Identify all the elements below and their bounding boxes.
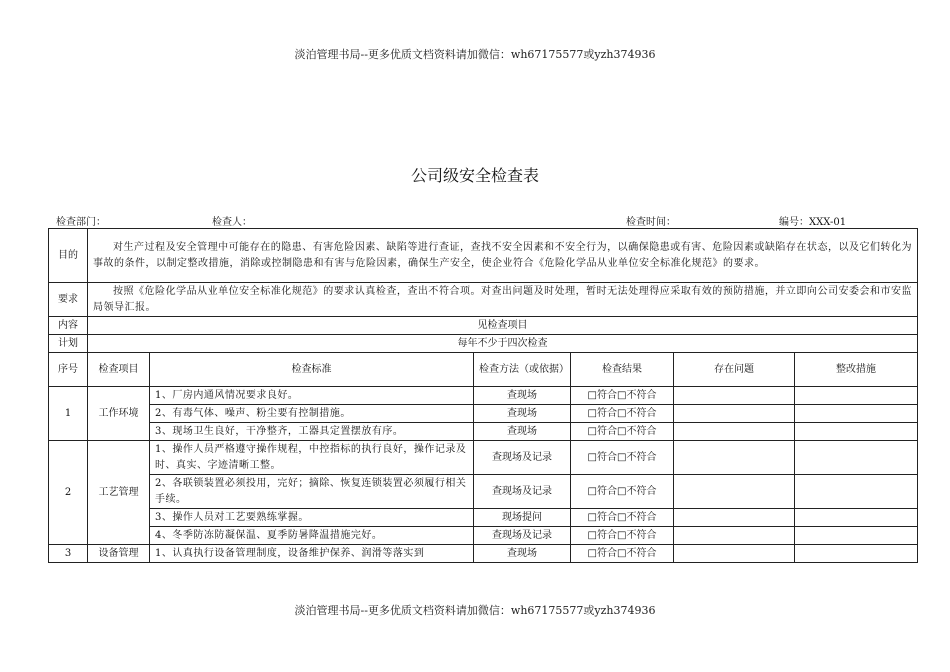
issue-cell[interactable] [674,475,795,509]
col-header-issue: 存在问题 [674,353,795,387]
meta-row [56,213,916,227]
fix-cell[interactable] [795,423,918,441]
result-checkbox-group[interactable]: □符合□不符合 [571,387,674,405]
check-method: 查现场及记录 [474,527,571,545]
col-header-result: 检查结果 [571,353,674,387]
check-standard: 2、各联锁装置必须投用，完好；摘除、恢复连锁装置必须履行相关手续。 [150,475,474,509]
check-standard: 1、厂房内通风情况要求良好。 [150,387,474,405]
col-header-item: 检查项目 [88,353,150,387]
check-standard: 4、冬季防冻防凝保温、夏季防暑降温措施完好。 [150,527,474,545]
time-label: 检查时间： [626,217,676,228]
check-method: 查现场 [474,423,571,441]
result-checkbox-group[interactable]: □符合□不符合 [571,405,674,423]
fix-cell[interactable] [795,509,918,527]
table-row [49,441,918,475]
col-header-fix: 整改措施 [795,353,918,387]
result-checkbox-group[interactable]: □符合□不符合 [571,475,674,509]
group-item: 工作环境 [88,387,150,441]
check-method: 查现场及记录 [474,441,571,475]
fix-cell[interactable] [795,405,918,423]
footer-note: 淡泊管理书局--更多优质文档资料请加微信：wh67175577或yzh374936 [294,604,656,617]
purpose-row [49,229,918,283]
fix-cell[interactable] [795,545,918,563]
table-row [49,509,918,527]
result-checkbox-group[interactable]: □符合□不符合 [571,509,674,527]
group-no: 2 [49,441,88,545]
column-header-row [49,353,918,387]
document-title: 公司级安全检查表 [410,166,539,185]
table-row [49,545,918,563]
plan-value: 每年不少于四次检查 [88,335,918,353]
check-method: 现场提问 [474,509,571,527]
issue-cell[interactable] [674,527,795,545]
content-value: 见检查项目 [88,317,918,335]
issue-cell[interactable] [674,423,795,441]
col-header-no: 序号 [49,353,88,387]
check-standard: 2、有毒气体、噪声、粉尘要有控制措施。 [150,405,474,423]
check-method: 查现场 [474,405,571,423]
issue-cell[interactable] [674,441,795,475]
dept-label: 检查部门： [56,217,106,228]
fix-cell[interactable] [795,441,918,475]
result-checkbox-group[interactable]: □符合□不符合 [571,545,674,563]
issue-cell[interactable] [674,405,795,423]
result-checkbox-group[interactable]: □符合□不符合 [571,441,674,475]
group-no: 3 [49,545,88,563]
fix-cell[interactable] [795,527,918,545]
check-method: 查现场及记录 [474,475,571,509]
group-item: 设备管理 [88,545,150,563]
plan-label: 计划 [49,335,88,353]
fix-cell[interactable] [795,387,918,405]
content-row [49,317,918,335]
table-row [49,527,918,545]
group-item: 工艺管理 [88,441,150,545]
issue-cell[interactable] [674,545,795,563]
number-label: 编号：XXX-01 [779,217,847,228]
fix-cell[interactable] [795,475,918,509]
check-standard: 1、认真执行设备管理制度，设备维护保养、润滑等落实到 [150,545,474,563]
group-no: 1 [49,387,88,441]
header-note: 淡泊管理书局--更多优质文档资料请加微信：wh67175577或yzh374936 [294,48,656,61]
requirement-text: 按照《危险化学品从业单位安全标准化规范》的要求认真检查，查出不符合项。对查出问题及时处理，暂时无法处理得应采取有效的预防措施，并立即向公司安委会和市安监局领导汇报。 [88,283,918,317]
plan-row [49,335,918,353]
table-row [49,423,918,441]
col-header-standard: 检查标准 [150,353,474,387]
check-method: 查现场 [474,387,571,405]
issue-cell[interactable] [674,387,795,405]
table-row [49,405,918,423]
check-standard: 1、操作人员严格遵守操作规程，中控指标的执行良好，操作记录及时、真实、字迹清晰工整。 [150,441,474,475]
check-method: 查现场 [474,545,571,563]
result-checkbox-group[interactable]: □符合□不符合 [571,423,674,441]
result-checkbox-group[interactable]: □符合□不符合 [571,527,674,545]
requirement-row [49,283,918,317]
check-standard: 3、现场卫生良好，干净整齐，工器具定置摆放有序。 [150,423,474,441]
content-label: 内容 [49,317,88,335]
table-row [49,387,918,405]
purpose-label: 目的 [49,229,88,283]
purpose-text: 对生产过程及安全管理中可能存在的隐患、有害危险因素、缺陷等进行查证，查找不安全因素和不安全行为，以确保隐患或有害、危险因素或缺陷存在状态，以及它们转化为事故的条件，以制定整改措施，消除或控制隐患和有害与危险因素，确保生产安全，使企业符合《危险化学品从业单位安全标准化规范》的要求。 [88,229,918,283]
inspection-table [48,228,918,563]
requirement-label: 要求 [49,283,88,317]
col-header-method: 检查方法（或依据） [474,353,571,387]
check-standard: 3、操作人员对工艺要熟练掌握。 [150,509,474,527]
inspector-label: 检查人： [212,217,252,228]
issue-cell[interactable] [674,509,795,527]
table-row [49,475,918,509]
